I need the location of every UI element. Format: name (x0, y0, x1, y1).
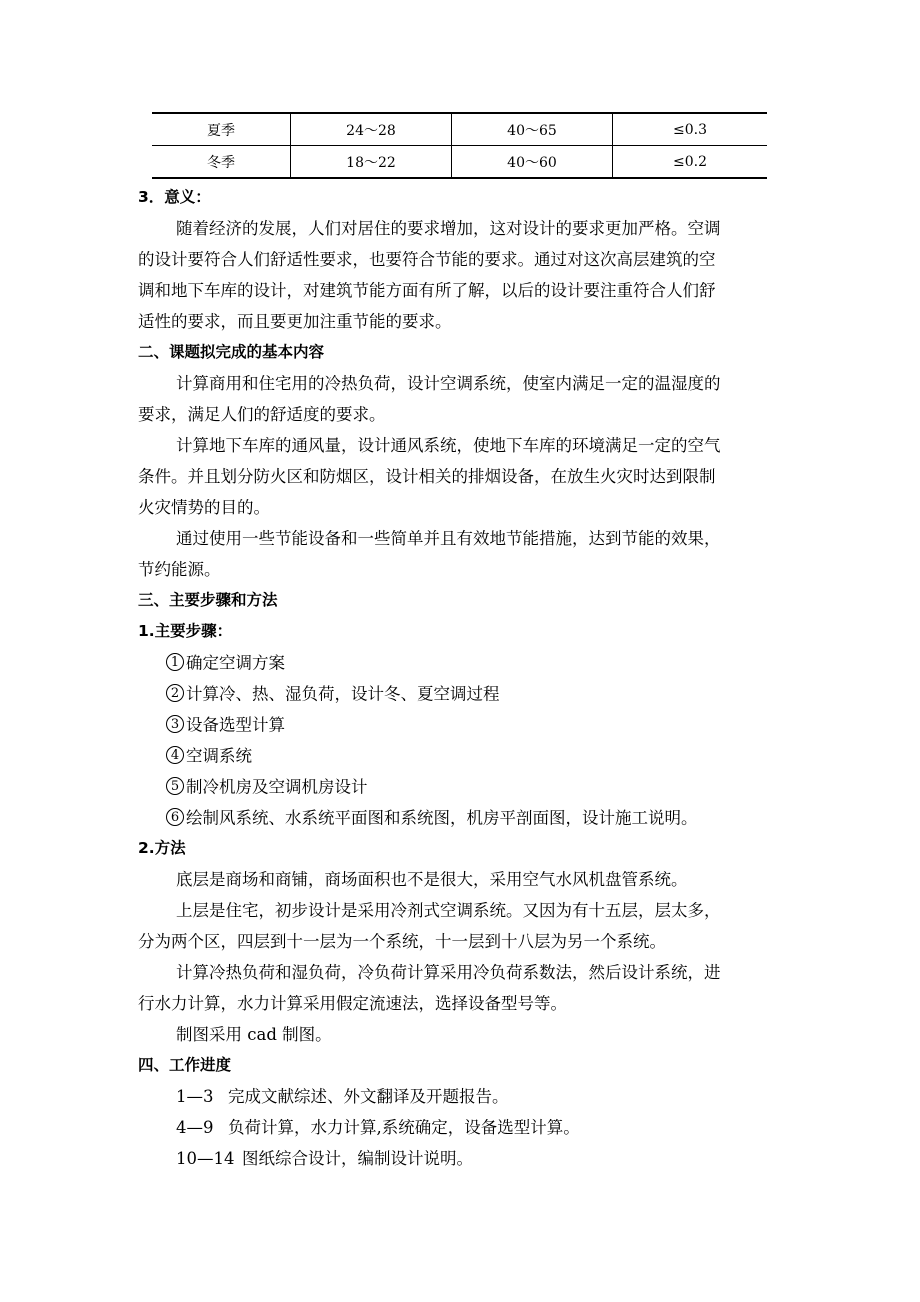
step-item (166, 810, 698, 828)
section-two-heading: 二、课题拟完成的基本内容 (138, 343, 325, 361)
table-cell: ≤0.3 (613, 113, 768, 146)
paragraph-line: 火灾情势的目的。 (138, 498, 270, 517)
step-item (166, 779, 368, 797)
schedule-task: 负荷计算，水力计算,系统确定，设备选型计算。 (228, 1118, 580, 1137)
paragraph-line: 上层是住宅，初步设计是采用冷剂式空调系统。又因为有十五层，层太多， (176, 901, 721, 920)
section-four-heading: 四、工作进度 (138, 1056, 232, 1074)
step-item (166, 655, 285, 673)
table-cell: 40～65 (452, 113, 613, 146)
circled-number: 5 (166, 777, 184, 795)
steps-heading: 1.主要步骤： (138, 622, 233, 640)
table-cell: 冬季 (152, 146, 291, 179)
section-three-heading: 三、主要步骤和方法 (138, 591, 278, 609)
indoor-design-parameters-table (152, 112, 767, 179)
schedule-task: 图纸综合设计，编制设计说明。 (242, 1149, 473, 1168)
schedule-weeks: 10—14 (176, 1149, 235, 1168)
schedule-item (176, 1151, 473, 1168)
paragraph-line: 要求，满足人们的舒适度的要求。 (138, 405, 386, 424)
paragraph-line: 调和地下车库的设计，对建筑节能方面有所了解，以后的设计要注重符合人们舒 (138, 281, 716, 300)
schedule-task: 完成文献综述、外文翻译及开题报告。 (228, 1087, 509, 1106)
step-text: 计算冷、热、湿负荷，设计冬、夏空调过程 (186, 684, 500, 704)
schedule-item (176, 1120, 580, 1137)
paragraph-line: 底层是商场和商铺，商场面积也不是很大，采用空气水风机盘管系统。 (176, 870, 688, 889)
table-cell: 24～28 (291, 113, 452, 146)
circled-number: 3 (166, 715, 184, 733)
table-cell: 40～60 (452, 146, 613, 179)
paragraph-line: 行水力计算，水力计算采用假定流速法，选择设备型号等。 (138, 994, 567, 1013)
paragraph-line: 计算冷热负荷和湿负荷，冷负荷计算采用冷负荷系数法，然后设计系统，进 (176, 963, 721, 982)
step-text: 确定空调方案 (186, 653, 285, 673)
circled-number: 2 (166, 684, 184, 702)
paragraph-line: 的设计要符合人们舒适性要求，也要符合节能的要求。通过对这次高层建筑的空 (138, 250, 716, 269)
paragraph-line: 节约能源。 (138, 560, 221, 579)
paragraph-line: 条件。并且划分防火区和防烟区，设计相关的排烟设备，在放生火灾时达到限制 (138, 467, 716, 486)
step-text: 制冷机房及空调机房设计 (186, 777, 368, 797)
meaning-heading: 3．意义： (138, 188, 211, 206)
table-cell: ≤0.2 (613, 146, 768, 179)
schedule-weeks: 1—3 (176, 1087, 214, 1106)
paragraph-line: 随着经济的发展，人们对居住的要求增加，这对设计的要求更加严格。空调 (176, 219, 721, 238)
method-heading: 2.方法 (138, 839, 186, 857)
table-row (152, 146, 767, 179)
step-text: 设备选型计算 (186, 715, 285, 735)
table-cell: 18～22 (291, 146, 452, 179)
circled-number: 6 (166, 808, 184, 826)
step-text: 绘制风系统、水系统平面图和系统图，机房平剖面图，设计施工说明。 (186, 808, 698, 828)
paragraph-line: 计算商用和住宅用的冷热负荷，设计空调系统，使室内满足一定的温湿度的 (176, 374, 721, 393)
schedule-weeks: 4—9 (176, 1118, 214, 1137)
paragraph-line: 通过使用一些节能设备和一些简单并且有效地节能措施，达到节能的效果， (176, 529, 721, 548)
paragraph-line: 分为两个区，四层到十一层为一个系统，十一层到十八层为另一个系统。 (138, 932, 666, 951)
circled-number: 1 (166, 653, 184, 671)
schedule-item (176, 1089, 509, 1106)
paragraph-line: 制图采用 cad 制图。 (176, 1025, 332, 1044)
table-row (152, 113, 767, 146)
paragraph-line: 适性的要求，而且要更加注重节能的要求。 (138, 312, 452, 331)
step-item (166, 717, 285, 735)
table-cell: 夏季 (152, 113, 291, 146)
step-text: 空调系统 (186, 746, 252, 766)
circled-number: 4 (166, 746, 184, 764)
paragraph-line: 计算地下车库的通风量，设计通风系统，使地下车库的环境满足一定的空气 (176, 436, 721, 455)
step-item (166, 748, 252, 766)
step-item (166, 686, 500, 704)
